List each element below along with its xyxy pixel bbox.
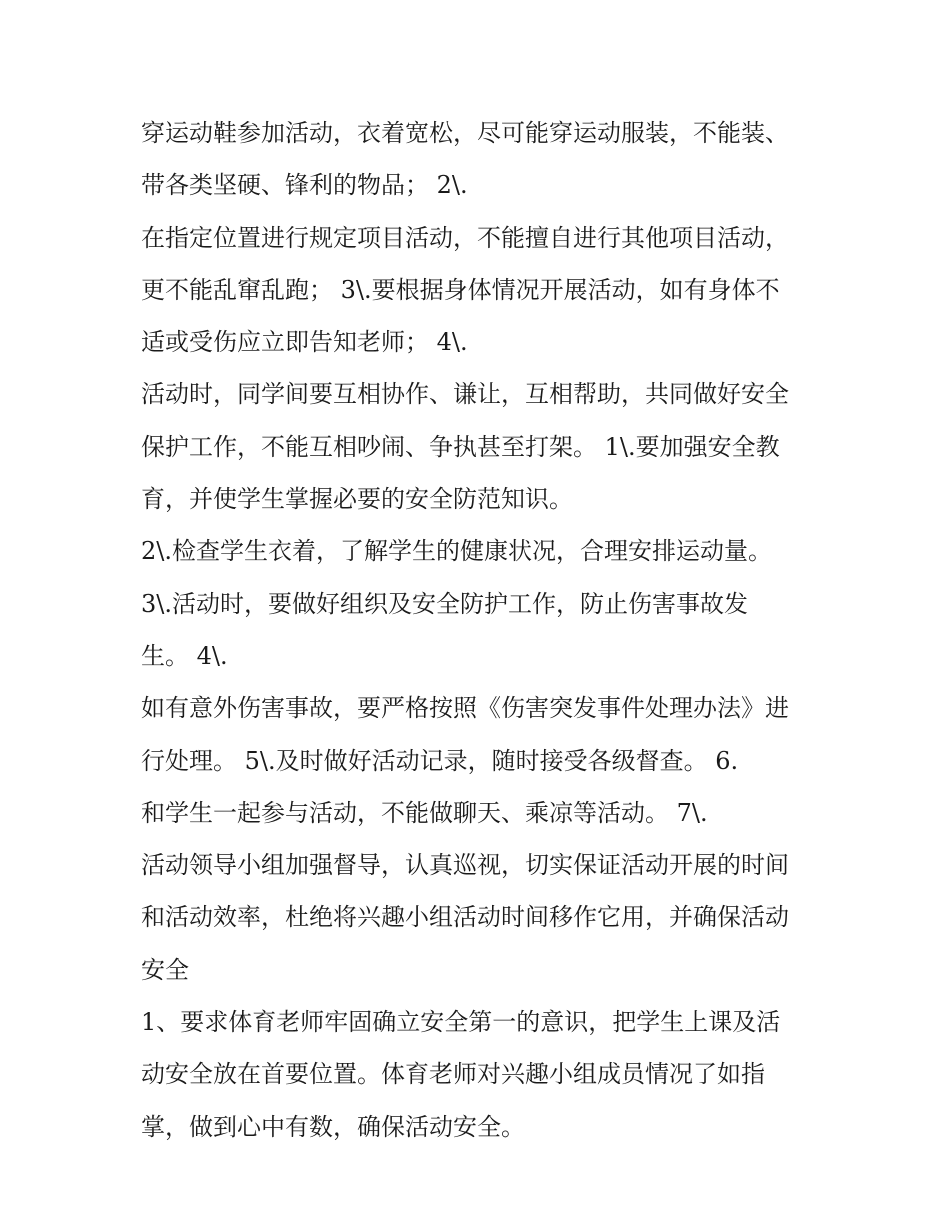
text-line: 2\.检查学生衣着，了解学生的健康状况，合理安排运动量。	[141, 537, 772, 566]
text-line: 如有意外伤害事故，要严格按照《伤害突发事件处理办法》进	[141, 694, 789, 723]
text-line: 活动时，同学间要互相协作、谦让，互相帮助，共同做好安全	[141, 380, 789, 409]
text-line: 生。 4\.	[141, 641, 228, 670]
text-line: 3\.活动时，要做好组织及安全防护工作，防止伤害事故发	[141, 589, 748, 618]
text-line: 在指定位置进行规定项目活动，不能擅自进行其他项目活动，	[141, 223, 789, 252]
text-line: 保护工作，不能互相吵闹、争执甚至打架。 1\.要加强安全教	[141, 432, 780, 461]
text-line: 行处理。 5\.及时做好活动记录，随时接受各级督查。 6.	[141, 746, 739, 775]
document-body	[141, 107, 831, 1153]
text-line: 安全	[141, 955, 189, 984]
text-line: 更不能乱窜乱跑； 3\.要根据身体情况开展活动，如有身体不	[141, 275, 780, 304]
text-line: 1、要求体育老师牢固确立安全第一的意识，把学生上课及活	[141, 1008, 781, 1037]
text-line: 和活动效率，杜绝将兴趣小组活动时间移作它用，并确保活动	[141, 903, 789, 932]
text-line: 动安全放在首要位置。体育老师对兴趣小组成员情况了如指	[141, 1060, 765, 1089]
text-line: 穿运动鞋参加活动，衣着宽松，尽可能穿运动服装，不能装、	[141, 119, 789, 147]
text-line: 掌，做到心中有数，确保活动安全。	[141, 1112, 525, 1141]
text-line: 和学生一起参与活动，不能做聊天、乘凉等活动。 7\.	[141, 798, 708, 827]
text-line: 适或受伤应立即告知老师； 4\.	[141, 328, 468, 357]
text-line: 带各类坚硬、锋利的物品； 2\.	[141, 171, 468, 200]
text-line: 活动领导小组加强督导，认真巡视，切实保证活动开展的时间	[141, 851, 789, 880]
text-line: 育，并使学生掌握必要的安全防范知识。	[141, 485, 573, 514]
